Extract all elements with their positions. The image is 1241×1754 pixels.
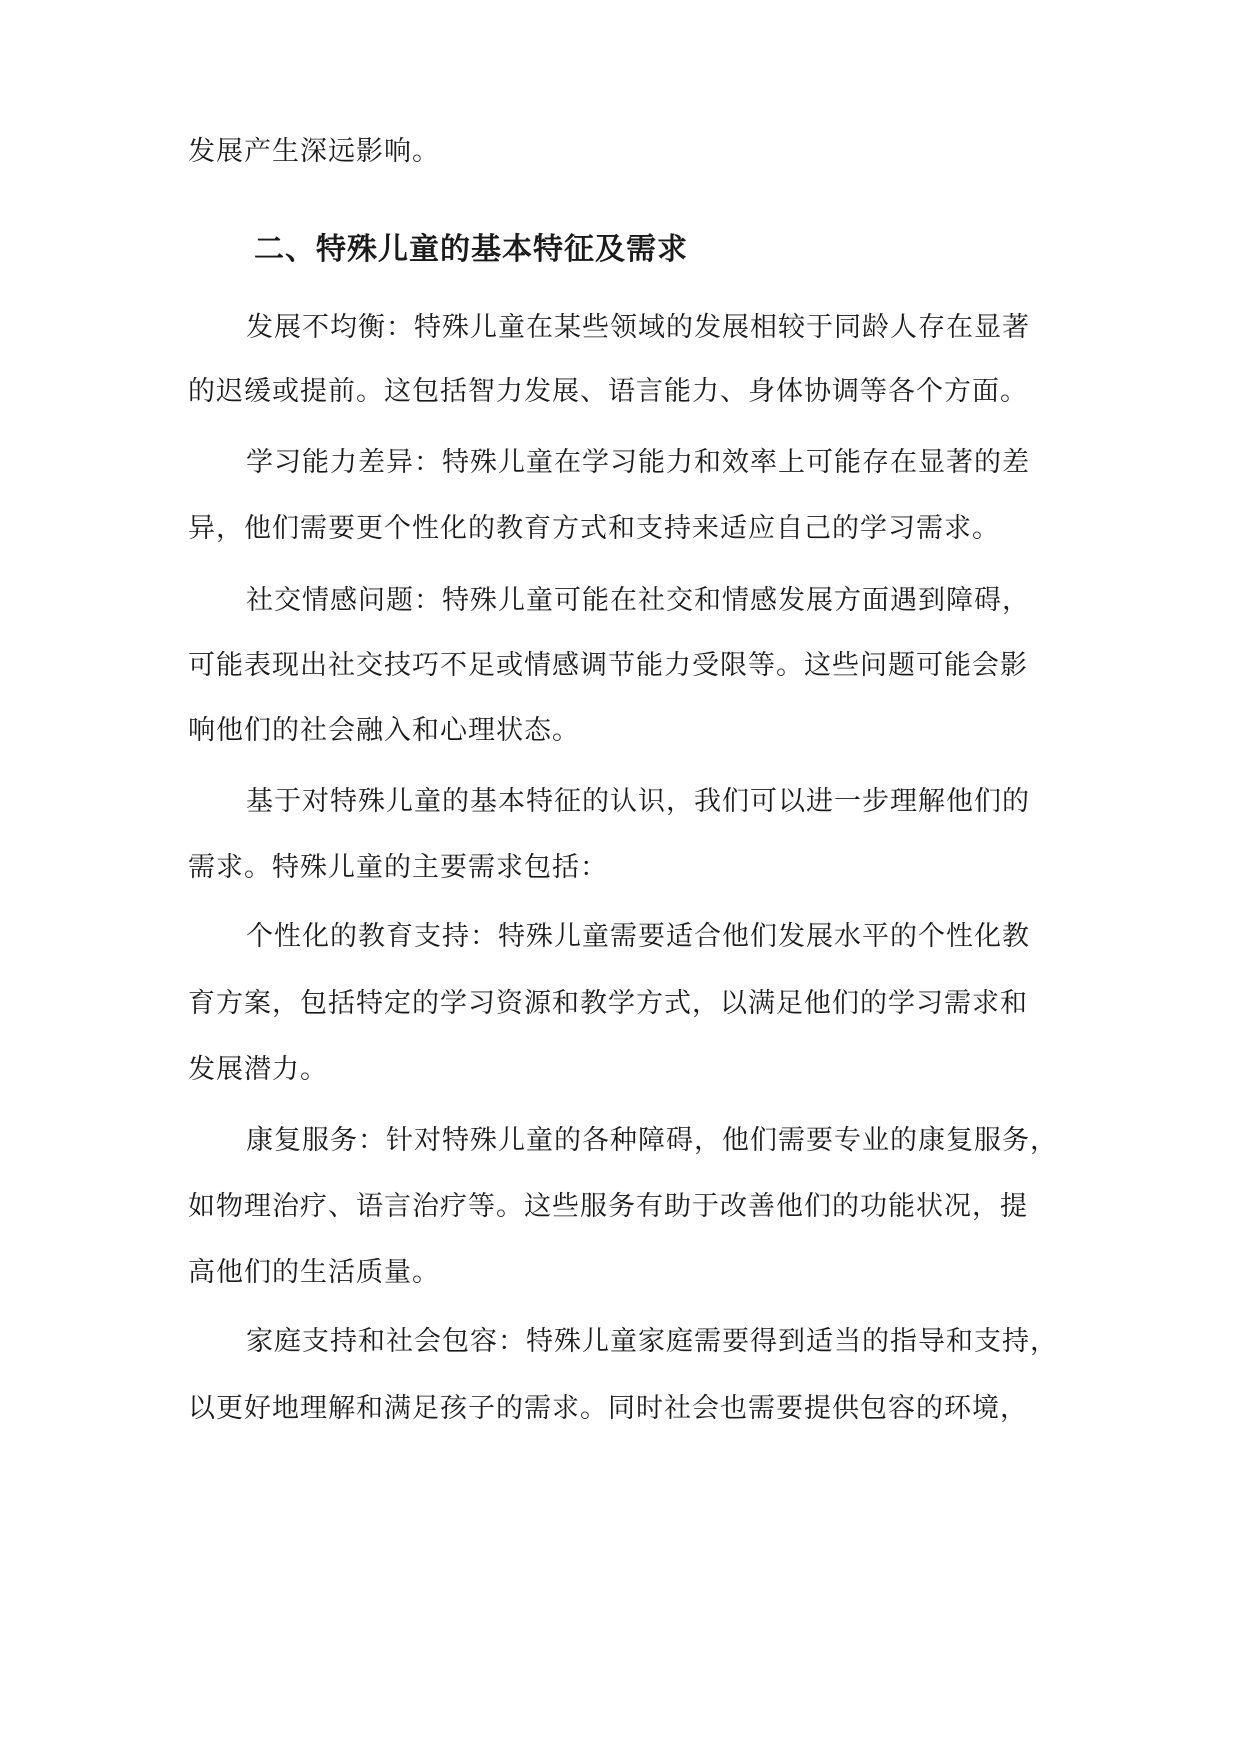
text-line: 响他们的社会融入和心理状态。 <box>188 715 580 746</box>
text-line: 的迟缓或提前。这包括智力发展、语言能力、身体协调等各个方面。 <box>188 376 1028 407</box>
paragraph-first-line: 家庭支持和社会包容：特殊儿童家庭需要得到适当的指导和支持， <box>246 1326 1058 1357</box>
section-heading: 二、特殊儿童的基本特征及需求 <box>254 232 688 267</box>
text-line: 可能表现出社交技巧不足或情感调节能力受限等。这些问题可能会影 <box>188 650 1028 681</box>
text-line: 发展潜力。 <box>188 1054 328 1085</box>
paragraph-first-line: 学习能力差异：特殊儿童在学习能力和效率上可能存在显著的差 <box>246 447 1030 478</box>
text-line: 需求。特殊儿童的主要需求包括： <box>188 852 608 883</box>
paragraph-first-line: 个性化的教育支持：特殊儿童需要适合他们发展水平的个性化教 <box>246 921 1030 952</box>
text-line: 以更好地理解和满足孩子的需求。同时社会也需要提供包容的环境， <box>188 1393 1028 1424</box>
paragraph-first-line: 发展不均衡：特殊儿童在某些领域的发展相较于同龄人存在显著 <box>246 312 1030 343</box>
text-line: 育方案，包括特定的学习资源和教学方式，以满足他们的学习需求和 <box>188 988 1028 1019</box>
text-line: 高他们的生活质量。 <box>188 1257 440 1288</box>
text-line: 如物理治疗、语言治疗等。这些服务有助于改善他们的功能状况，提 <box>188 1191 1028 1222</box>
paragraph-first-line: 基于对特殊儿童的基本特征的认识，我们可以进一步理解他们的 <box>246 786 1030 817</box>
text-line: 异，他们需要更个性化的教育方式和支持来适应自己的学习需求。 <box>188 513 1000 544</box>
text-line: 发展产生深远影响。 <box>188 136 440 167</box>
paragraph-first-line: 康复服务：针对特殊儿童的各种障碍，他们需要专业的康复服务， <box>246 1125 1058 1156</box>
paragraph-first-line: 社交情感问题：特殊儿童可能在社交和情感发展方面遇到障碍， <box>246 585 1030 616</box>
